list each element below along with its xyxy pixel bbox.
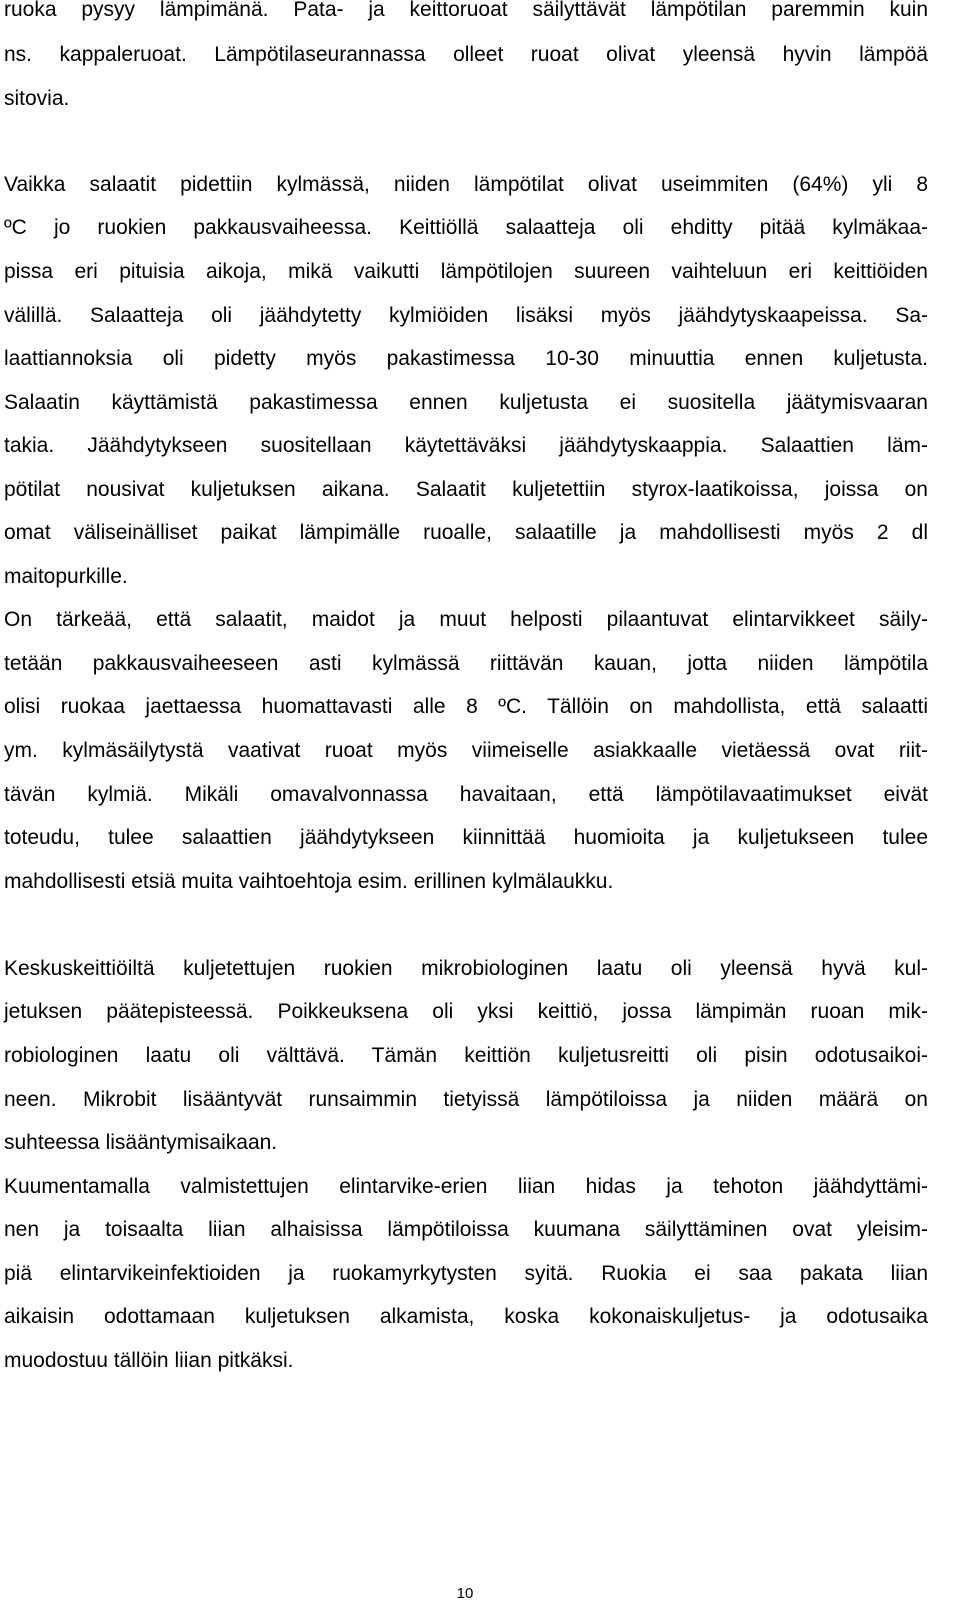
text-line: maitopurkille. (4, 565, 128, 588)
text-line: pissa eri pituisia aikoja, mikä vaikutti lämpötilojen suureen vaihteluun eri keittiöiden (4, 260, 928, 283)
text-line: Salaatin käyttämistä pakastimessa ennen kuljetusta ei suositella jäätymisvaaran (4, 391, 928, 414)
text-line: ruoka pysyy lämpimänä. Pata- ja keittoruoat säilyttävät lämpötilan paremmin kuin (4, 0, 928, 21)
text-line: sitovia. (4, 87, 70, 110)
text-line: Keskuskeittiöiltä kuljetettujen ruokien mikrobiologinen laatu oli yleensä hyvä kul- (4, 957, 928, 980)
text-line: olisi ruokaa jaettaessa huomattavasti alle 8 ºC. Tällöin on mahdollista, että salaatti (4, 695, 928, 718)
text-line: piä elintarvikeinfektioiden ja ruokamyrkytysten syitä. Ruokia ei saa pakata liian (4, 1262, 928, 1285)
text-line: takia. Jäähdytykseen suositellaan käytettäväksi jäähdytyskaappia. Salaattien läm- (4, 434, 928, 457)
text-line: suhteessa lisääntymisaikaan. (4, 1131, 278, 1154)
text-line: ym. kylmäsäilytystä vaativat ruoat myös viimeiselle asiakkaalle vietäessä ovat riit- (4, 739, 928, 762)
text-line: välillä. Salaatteja oli jäähdytetty kylmiöiden lisäksi myös jäähdytyskaapeissa. Sa- (4, 304, 928, 327)
text-line: aikaisin odottamaan kuljetuksen alkamista, koska kokonaiskuljetus- ja odotusaika (4, 1305, 928, 1328)
text-line: toteudu, tulee salaattien jäähdytykseen kiinnittää huomioita ja kuljetukseen tulee (4, 826, 928, 849)
text-line: ns. kappaleruoat. Lämpötilaseurannassa olleet ruoat olivat yleensä hyvin lämpöä (4, 43, 928, 66)
text-line: nen ja toisaalta liian alhaisissa lämpötiloissa kuumana säilyttäminen ovat yleisim- (4, 1218, 928, 1241)
text-line: jetuksen päätepisteessä. Poikkeuksena oli yksi keittiö, jossa lämpimän ruoan mik- (4, 1000, 928, 1023)
text-line: Kuumentamalla valmistettujen elintarvike-erien liian hidas ja tehoton jäähdyttämi- (4, 1175, 928, 1198)
text-line: mahdollisesti etsiä muita vaihtoehtoja esim. erillinen kylmälaukku. (4, 870, 614, 893)
text-line: Vaikka salaatit pidettiin kylmässä, niiden lämpötilat olivat useimmiten (64%) yli 8 (4, 173, 928, 196)
page-number: 10 (456, 1585, 474, 1602)
text-line: tävän kylmiä. Mikäli omavalvonnassa havaitaan, että lämpötilavaatimukset eivät (4, 783, 928, 806)
text-line: On tärkeää, että salaatit, maidot ja muut helposti pilaantuvat elintarvikkeet säily- (4, 608, 928, 631)
text-line: robiologinen laatu oli välttävä. Tämän keittiön kuljetusreitti oli pisin odotusaikoi- (4, 1044, 928, 1067)
text-line: laattiannoksia oli pidetty myös pakastimessa 10-30 minuuttia ennen kuljetusta. (4, 347, 928, 370)
text-line: muodostuu tällöin liian pitkäksi. (4, 1349, 294, 1372)
text-line: omat väliseinälliset paikat lämpimälle ruoalle, salaatille ja mahdollisesti myös 2 dl (4, 521, 928, 544)
text-line: ºC jo ruokien pakkausvaiheessa. Keittiöllä salaatteja oli ehditty pitää kylmäkaa- (4, 216, 928, 239)
text-line: neen. Mikrobit lisääntyvät runsaimmin tietyissä lämpötiloissa ja niiden määrä on (4, 1088, 928, 1111)
text-line: pötilat nousivat kuljetuksen aikana. Salaatit kuljetettiin styrox-laatikoissa, joissa on (4, 478, 928, 501)
text-line: tetään pakkausvaiheeseen asti kylmässä riittävän kauan, jotta niiden lämpötila (4, 652, 928, 675)
